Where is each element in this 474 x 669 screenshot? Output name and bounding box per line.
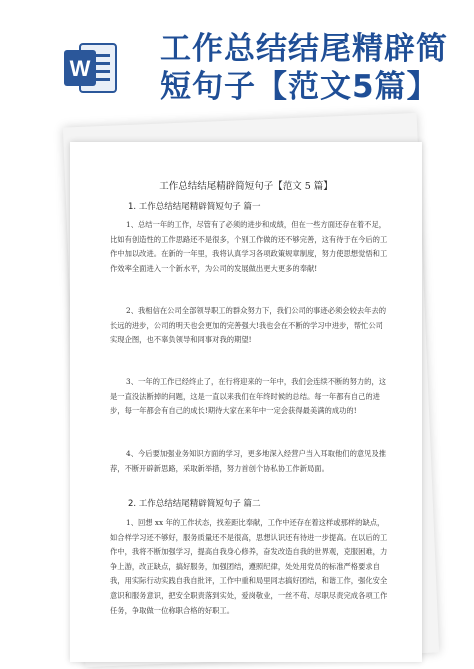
section-heading-1: 1. 工作总结结尾精辟简短句子 篇一: [128, 202, 261, 212]
page-title: 工作总结结尾精辟简短句子【范文5篇】: [160, 31, 448, 105]
paragraph-3: 3、一年的工作已经终止了，在行将迎来的一年中，我们会连续不断的努力的，这是一直没法断掉的问题，这是一直以来我们在年终时候的总结。每一年都有自己的进步，每一年都会有自己的成长!期待大家在来年中一定会获得最美满的成功的!: [110, 377, 387, 416]
paragraph-1: 1、总结一年的工作，尽管有了必须的进步和成绩，但在一些方面还存在着不足，比如有创造性的工作思路还不是很多，个别工作做的还不够完善，这有待于在今后的工作中加以改进。在新的一年里，我将认真学习各项政策规章制度，努力使思想觉悟和工作效率全面进入一个新水平，为公司的发展做出更大更多的奉献!: [110, 220, 388, 273]
section-heading-2: 2. 工作总结结尾精辟简短句子 篇二: [128, 499, 261, 509]
paragraph-2: 2、我相信在公司全部领导职工的群众努力下，我们公司的事迹必须会较去年去的长远的进步，公司的明天也会更加的完善强大!我也会在不断的学习中进步，帮忙公司实现企图，也不辜负领导和同事对我的期望!: [110, 306, 387, 345]
paragraph-4: 4、今后要加强业务知识方面的学习，更多地深入经营户当入耳取他们的意见及推荐，不断开辟新思路，采取新举措，努力首创个协私协工作新局面。: [110, 449, 387, 473]
document-title: 工作总结结尾精辟简短句子【范文 5 篇】: [159, 181, 333, 192]
word-icon-letter: W: [69, 56, 91, 81]
header-banner: [0, 0, 474, 110]
word-document-icon: [62, 40, 118, 96]
paragraph-5: 1、回想 xx 年的工作状态，找差距比奉献，工作中还存在着这样或那样的缺点，如合样学习还不够好，服务质量还不是很高，思想认识还有待进一步提高。在以后的工作中，我将不断加强学习，提高自我身心修养，奋发改造自我的世界观，克服困难，力争上游，改正缺点，搞好服务，加强团结，遵照纪律，处处用党员的标准严格要求自我，用实际行动实践自我自批评，工作中重和局里同志搞好团结，和谐工作，强化安全意识和服务意识，把安全职责落到实处，爱岗敬业，一丝不苟、尽职尽责完成各项工作任务，争取做一位称职合格的好职工。: [110, 518, 388, 615]
document-page: [70, 142, 422, 662]
